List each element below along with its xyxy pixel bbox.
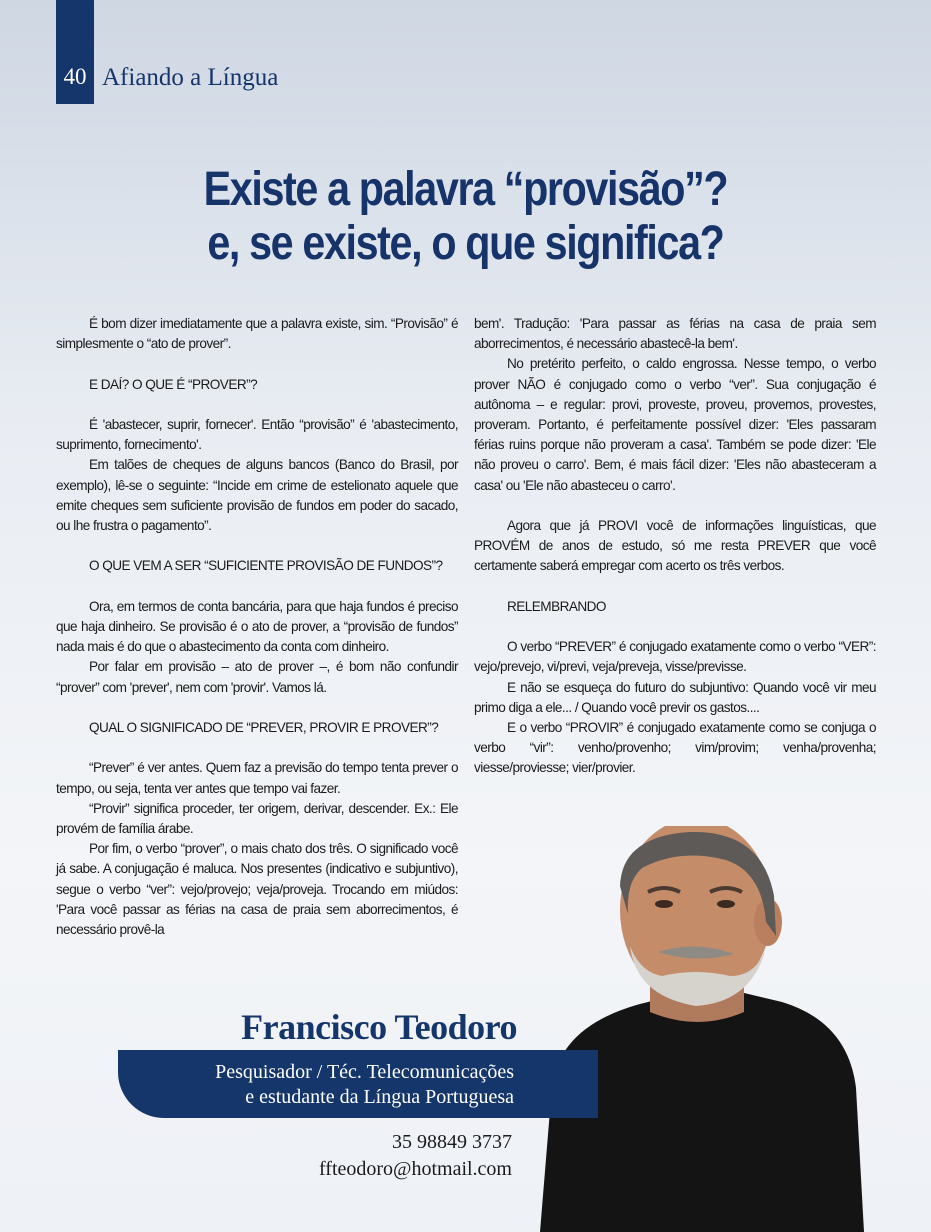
paragraph: Agora que já PROVI você de informações linguísticas, que PROVÉM de anos de estudo, só me resta PREVER que você certamente saberá empregar com acerto os três verbos. <box>474 518 876 574</box>
paragraph-spacer <box>474 577 876 597</box>
paragraph: Em talões de cheques de alguns bancos (Banco do Brasil, por exemplo), lê-se o seguinte: “Incide em crime de estelionato aquele que emite cheques sem suficiente provisão de fundos em poder do sacado, ou lhe frustra o pagamento”. <box>56 457 458 533</box>
subheading: E DAÍ? O QUE É “PROVER”? <box>89 376 258 392</box>
paragraph-spacer <box>56 536 458 556</box>
article-title <box>65 163 866 271</box>
paragraph-spacer <box>474 617 876 637</box>
article-column-right <box>474 314 876 779</box>
paragraph-spacer <box>56 395 458 415</box>
section-title: Afiando a Língua <box>102 64 279 91</box>
author-role <box>150 1060 514 1110</box>
paragraph: É 'abastecer, suprir, fornecer'. Então “provisão” é 'abastecimento, suprimento, fornecimento'. <box>56 416 458 453</box>
author-phone: 35 98849 3737 <box>392 1131 512 1153</box>
article-title-line-2: e, se existe, o que significa? <box>207 217 724 270</box>
paragraph-spacer <box>56 698 458 718</box>
paragraph: “Prever” é ver antes. Quem faz a previsão do tempo tenta prever o tempo, ou seja, tenta ver antes que tempo vai fazer. <box>56 760 458 796</box>
author-role-line-1: Pesquisador / Téc. Telecomunicações <box>215 1061 514 1083</box>
paragraph: Por fim, o verbo “prover”, o mais chato dos três. O significado você já sabe. A conjugação é maluca. Nos presentes (indicativo e subjuntivo), segue o verbo “ver”: vejo/provejo; veja/proveja. Trocando em miúdos: 'Para você passar as férias na casa de praia sem aborrecimentos, é necessário provê-la <box>56 841 458 937</box>
author-email: ffteodoro@hotmail.com <box>318 1158 512 1180</box>
paragraph: E não se esqueça do futuro do subjuntivo: Quando você vir meu primo diga a ele... / Quando você previr os gastos.... <box>474 679 876 715</box>
subheading: RELEMBRANDO <box>507 598 606 614</box>
author-name: Francisco Teodoro <box>241 1007 517 1047</box>
paragraph: “Provir” significa proceder, ter origem, derivar, descender. Ex.: Ele provém de família árabe. <box>56 800 458 836</box>
article-column-left <box>56 314 458 940</box>
paragraph: Ora, em termos de conta bancária, para que haja fundos é preciso que haja dinheiro. Se provisão é o ato de prover, a “provisão de fundos” nada mais é do que o abastecimento da conta com dinheiro. <box>56 598 458 655</box>
portrait-eye-left <box>655 900 673 908</box>
paragraph-spacer <box>474 496 876 516</box>
paragraph-spacer <box>56 354 458 374</box>
subheading: QUAL O SIGNIFICADO DE “PREVER, PROVIR E PROVER”? <box>89 719 439 735</box>
author-contact <box>250 1129 512 1183</box>
paragraph-continuation: bem'. Tradução: 'Para passar as férias na casa de praia sem aborrecimentos, é necessário abastecê-la bem'. <box>474 316 876 352</box>
paragraph: É bom dizer imediatamente que a palavra existe, sim. “Provisão” é simplesmente o “ato de prover”. <box>56 316 458 352</box>
paragraph: E o verbo “PROVIR” é conjugado exatamente como se conjuga o verbo “vir”: venho/provenho; vim/provim; venha/provenha; viesse/proviesse; vier/provier. <box>474 720 876 776</box>
author-role-line-2: e estudante da Língua Portuguesa <box>245 1086 514 1108</box>
page-number: 40 <box>63 64 87 89</box>
paragraph-spacer <box>56 577 458 597</box>
paragraph-spacer <box>56 738 458 758</box>
portrait-eye-right <box>717 900 735 908</box>
subheading: O QUE VEM A SER “SUFICIENTE PROVISÃO DE FUNDOS”? <box>89 558 443 574</box>
author-portrait <box>530 826 870 1232</box>
paragraph: O verbo “PREVER” é conjugado exatamente como o verbo “VER”: vejo/prevejo, vi/previ, veja/preveja, visse/previsse. <box>474 639 876 675</box>
paragraph: Por falar em provisão – ato de prover –, é bom não confundir “prover” com 'prever', nem com 'provir'. Vamos lá. <box>56 659 458 695</box>
paragraph: No pretérito perfeito, o caldo engrossa. Nesse tempo, o verbo prover NÃO é conjugado como o verbo “ver”. Sua conjugação é autônoma – e regular: provi, proveste, proveu, provemos, provestes, proveram. Portanto, é perfeitamente possível dizer: 'Eles passaram férias ruins porque não proveram a casa'. Também se pode dizer: 'Ele não proveu o carro'. Bem, é mais fácil dizer: 'Eles não abasteceram a casa' ou 'Ele não abasteceu o carro'. <box>474 356 876 493</box>
article-title-line-1: Existe a palavra “provisão”? <box>203 163 728 216</box>
